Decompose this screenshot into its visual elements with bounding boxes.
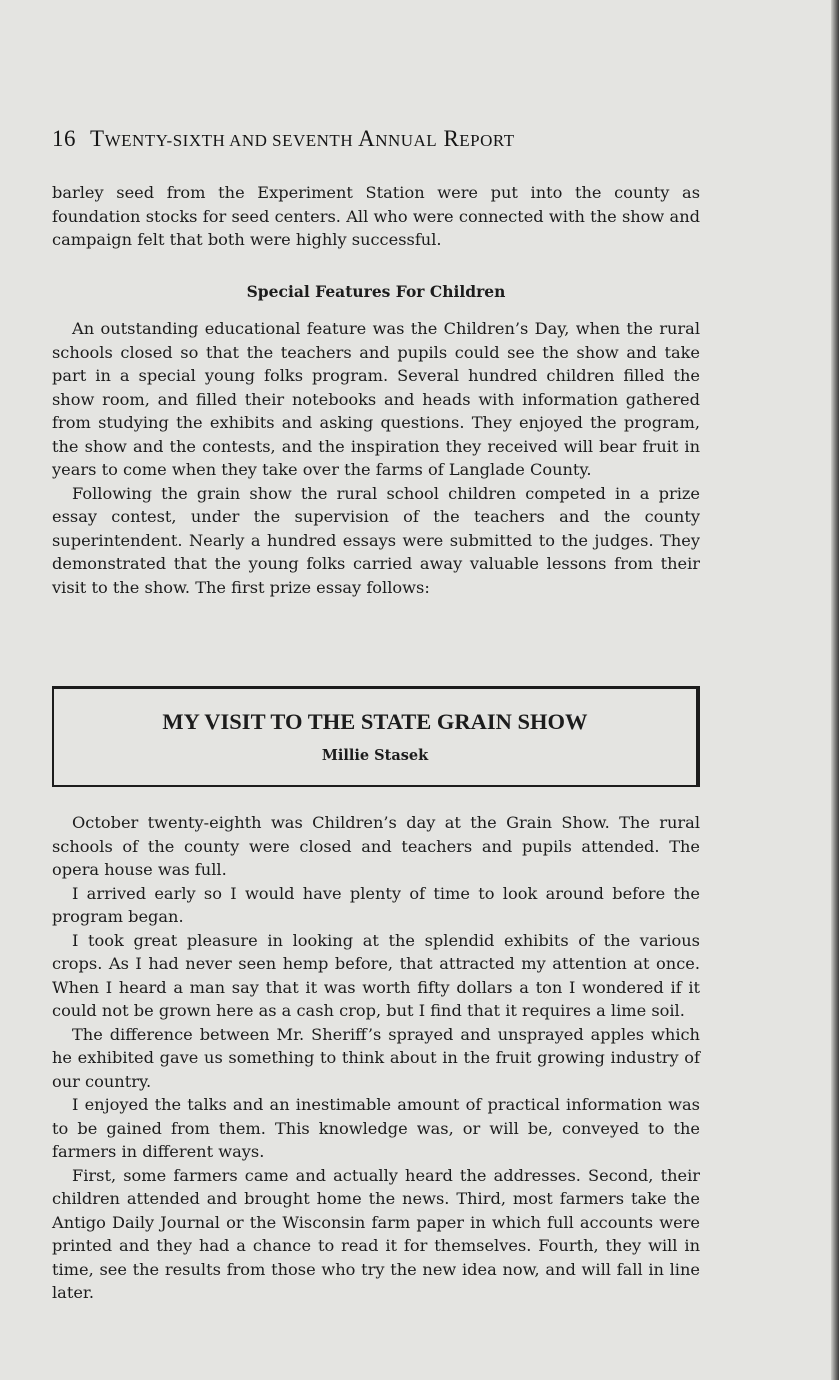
head-cap-2: A — [358, 126, 376, 151]
essay-title-box — [52, 686, 700, 787]
essay-paragraph: I enjoyed the talks and an inestimable amount of practical information was to be gained from them. This knowledge was, or will be, conveyed to the farmers in different ways. — [52, 1095, 700, 1161]
essay-author: Millie Stasek — [321, 747, 429, 764]
intro-block — [52, 181, 700, 252]
head-cap-1: T — [90, 126, 105, 151]
head-word-2: NNUAL — [375, 131, 438, 150]
page-edge — [831, 0, 839, 1380]
running-head — [52, 126, 700, 152]
section-heading: Special Features For Children — [246, 282, 506, 301]
head-word-1: WENTY-SIXTH AND SEVENTH — [104, 131, 354, 150]
intro-paragraph: barley seed from the Experiment Station were put into the county as foundation stocks for seed centers. All who were connected with the show and campaign felt that both were highly successful. — [52, 183, 700, 249]
section-block — [52, 317, 700, 599]
essay-paragraph: I arrived early so I would have plenty of time to look around before the program began. — [52, 883, 700, 926]
essay-paragraph: I took great pleasure in looking at the splendid exhibits of the various crops. As I had never seen hemp before, that attracted my attention at once. When I heard a man say that it was worth fifty dollars a ton I wondered if it could not be grown here as a cash crop, but I find that it requires a lime soil. — [52, 930, 700, 1020]
head-word-3: EPORT — [459, 131, 515, 150]
essay-title: MY VISIT TO THE STATE GRAIN SHOW — [162, 709, 588, 734]
essay-paragraph: First, some farmers came and actually heard the addresses. Second, their children attended and brought home the news. Third, most farmers take the Antigo Daily Journal or the Wisconsin farm paper in which full accounts were printed and they had a chance to read it for themselves. Fourth, they will in time, see the results from those who try the new idea now, and will fall in line later. — [52, 1165, 700, 1302]
essay-paragraph: October twenty-eighth was Children’s day at the Grain Show. The rural schools of the county were closed and teachers and pupils attended. The opera house was full. — [52, 813, 700, 879]
essay-body — [52, 811, 700, 1305]
section-paragraph: Following the grain show the rural school children competed in a prize essay contest, under the supervision of the teachers and the county superintendent. Nearly a hundred essays were submitted to the judges. They demonstrated that the young folks carried away valuable lessons from their visit to the show. The first prize essay follows: — [52, 483, 700, 597]
page-number: 16 — [52, 126, 76, 151]
essay-paragraph: The difference between Mr. Sheriff’s sprayed and unsprayed apples which he exhibited gave us something to think about in the fruit growing industry of our country. — [52, 1024, 700, 1091]
section-paragraph: An outstanding educational feature was the Children’s Day, when the rural schools closed so that the teachers and pupils could see the show and take part in a special young folks program. Several hundred children filled the show room, and filled their notebooks and heads with information gathered from studying the exhibits and asking questions. They enjoyed the program, the show and the contests, and the inspiration they received will bear fruit in years to come when they take over the farms of Langlade County. — [52, 319, 700, 479]
head-cap-3: R — [443, 126, 460, 151]
